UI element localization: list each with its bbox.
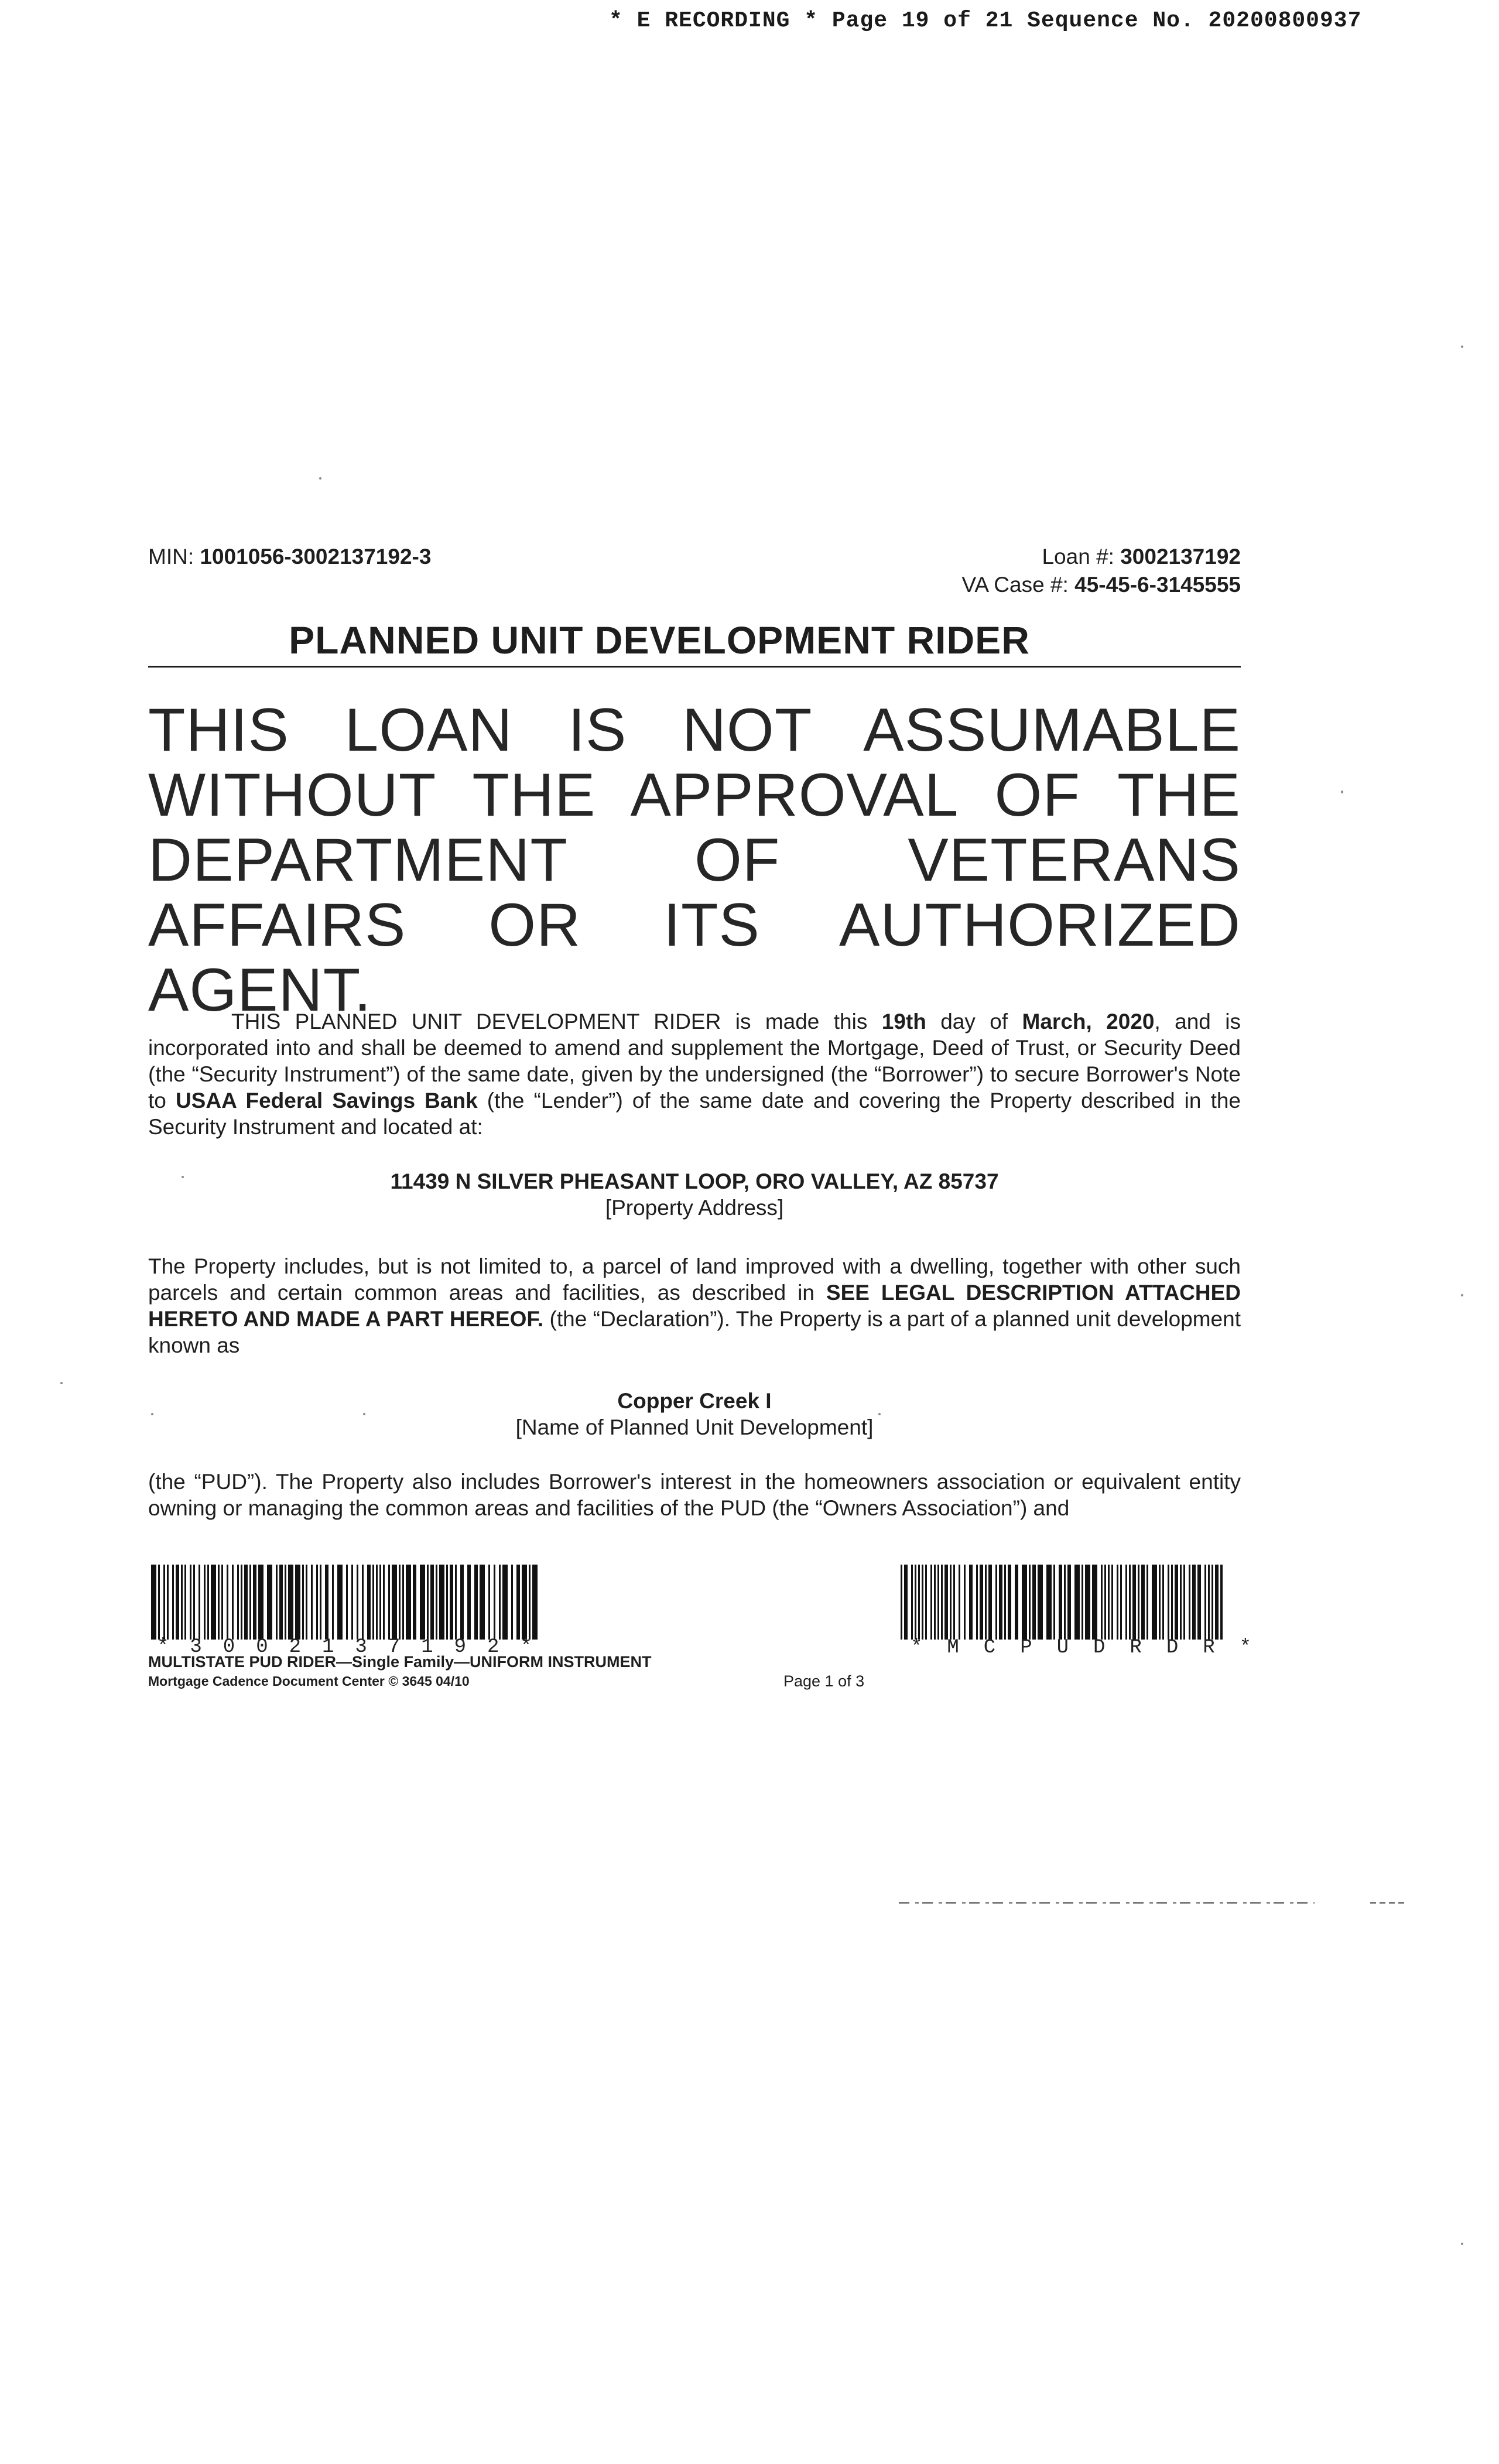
scan-speck xyxy=(878,1413,881,1415)
min-number xyxy=(148,545,431,569)
scan-speck xyxy=(319,477,321,480)
scan-speck xyxy=(60,1382,63,1384)
property-address-caption: [Property Address] xyxy=(605,1196,784,1220)
property-address: 11439 N SILVER PHEASANT LOOP, ORO VALLEY, AZ 85737 xyxy=(390,1169,999,1193)
scan-artifact-line xyxy=(1370,1902,1405,1904)
intro-text-2: day of xyxy=(926,1009,1022,1033)
barcode-bar xyxy=(406,1565,411,1640)
document-title xyxy=(148,618,1241,668)
barcode-bar xyxy=(267,1565,272,1640)
scan-speck xyxy=(363,1413,365,1415)
barcode-bar xyxy=(295,1565,300,1640)
scan-speck xyxy=(1341,790,1343,793)
pud-name: Copper Creek I xyxy=(617,1389,772,1413)
owners-association-paragraph: (the “PUD”). The Property also includes Borrower's interest in the homeowners association or equivalent entity owning or managing the common areas and facilities of the PUD (the “Owners Association”) and xyxy=(148,1470,1241,1520)
loan-number xyxy=(1042,545,1241,569)
lender-name: USAA Federal Savings Bank xyxy=(175,1089,478,1113)
barcode-bar xyxy=(151,1565,156,1640)
scan-speck xyxy=(1461,345,1463,348)
intro-text-4: (the “Lender”) of the same date and covering the Property described in the Security Instrument and located at: xyxy=(148,1089,1241,1139)
legal-description-reference: SEE LEGAL DESCRIPTION ATTACHED HERETO AND MADE A PART HEREOF. xyxy=(148,1281,1241,1331)
barcode-bar xyxy=(1046,1565,1052,1640)
va-case-number xyxy=(961,573,1241,597)
scan-speck xyxy=(1461,2243,1463,2245)
barcode-bar xyxy=(502,1565,508,1640)
scan-speck xyxy=(151,1413,153,1415)
form-source: Mortgage Cadence Document Center © 3645 04/10 xyxy=(148,1674,470,1689)
property-description-paragraph xyxy=(148,1253,1241,1358)
intro-text-3: , and is incorporated into and shall be deemed to amend and supplement the Mortgage, Deed of Trust, or Security Deed (the “Security Instrument”) of the same date, given by the undersigned (the “Borrower”) to secure Borrower's Note to xyxy=(148,1009,1241,1113)
scan-speck xyxy=(1461,1294,1463,1296)
va-label: VA Case #: xyxy=(961,573,1069,597)
form-name: MULTISTATE PUD RIDER—Single Family—UNIFORM INSTRUMENT xyxy=(148,1653,652,1671)
barcode-bar xyxy=(337,1565,343,1640)
assumability-warning: THIS LOAN IS NOT ASSUMABLE WITHOUT THE APPROVAL OF THE DEPARTMENT OF VETERANS AFFAIRS OR ITS AUTHORIZED AGENT. xyxy=(148,696,1241,1024)
loan-barcode xyxy=(151,1565,538,1640)
barcode-bar xyxy=(522,1565,527,1640)
rider-date: March, 2020 xyxy=(1022,1009,1155,1033)
barcode-bar xyxy=(211,1565,216,1640)
scan-artifact-line xyxy=(899,1902,1315,1904)
rider-intro-paragraph xyxy=(148,1008,1241,1140)
barcode-bar xyxy=(1220,1565,1223,1640)
pud-name-caption: [Name of Planned Unit Development] xyxy=(515,1415,874,1439)
barcode-bar xyxy=(392,1565,397,1640)
pud-name-block xyxy=(148,1388,1241,1440)
barcode-bar xyxy=(1038,1565,1043,1640)
barcode-bar xyxy=(1092,1565,1097,1640)
property-text-1: The Property includes, but is not limited to, a parcel of land improved with a dwelling, together with other such parcels and certain common areas and facilities, as described in xyxy=(148,1254,1241,1305)
recording-header: * E RECORDING * Page 19 of 21 Sequence No. 20200800937 xyxy=(609,8,1362,33)
rider-day: 19th xyxy=(881,1009,926,1033)
barcode-bar xyxy=(1152,1565,1157,1640)
barcode-bar xyxy=(1074,1565,1080,1640)
min-value: 1001056-3002137192-3 xyxy=(200,545,432,569)
barcode-bar xyxy=(439,1565,444,1640)
barcode-bar xyxy=(1085,1565,1090,1640)
barcode-bar xyxy=(532,1565,538,1640)
form-barcode xyxy=(901,1565,1223,1640)
page-number: Page 1 of 3 xyxy=(783,1672,865,1690)
loan-barcode-text: *3002137192* xyxy=(157,1636,553,1658)
property-address-block xyxy=(148,1168,1241,1221)
barcode-bar xyxy=(288,1565,293,1640)
intro-text-1: THIS PLANNED UNIT DEVELOPMENT RIDER is made this xyxy=(231,1009,882,1033)
barcode-bar xyxy=(258,1565,263,1640)
loan-label: Loan #: xyxy=(1042,545,1114,569)
min-label: MIN: xyxy=(148,545,194,569)
barcode-bar xyxy=(420,1565,425,1640)
form-barcode-text: *MCPUDRDR* xyxy=(911,1637,1276,1659)
scan-speck xyxy=(182,1176,184,1178)
barcode-bar xyxy=(480,1565,485,1640)
loan-value: 3002137192 xyxy=(1120,545,1241,569)
property-text-2: (the “Declaration”). The Property is a part of a planned unit development known as xyxy=(148,1307,1241,1357)
barcode-bar xyxy=(1022,1565,1027,1640)
document-title-text: PLANNED UNIT DEVELOPMENT RIDER xyxy=(289,618,1030,662)
va-value: 45-45-6-3145555 xyxy=(1074,573,1241,597)
